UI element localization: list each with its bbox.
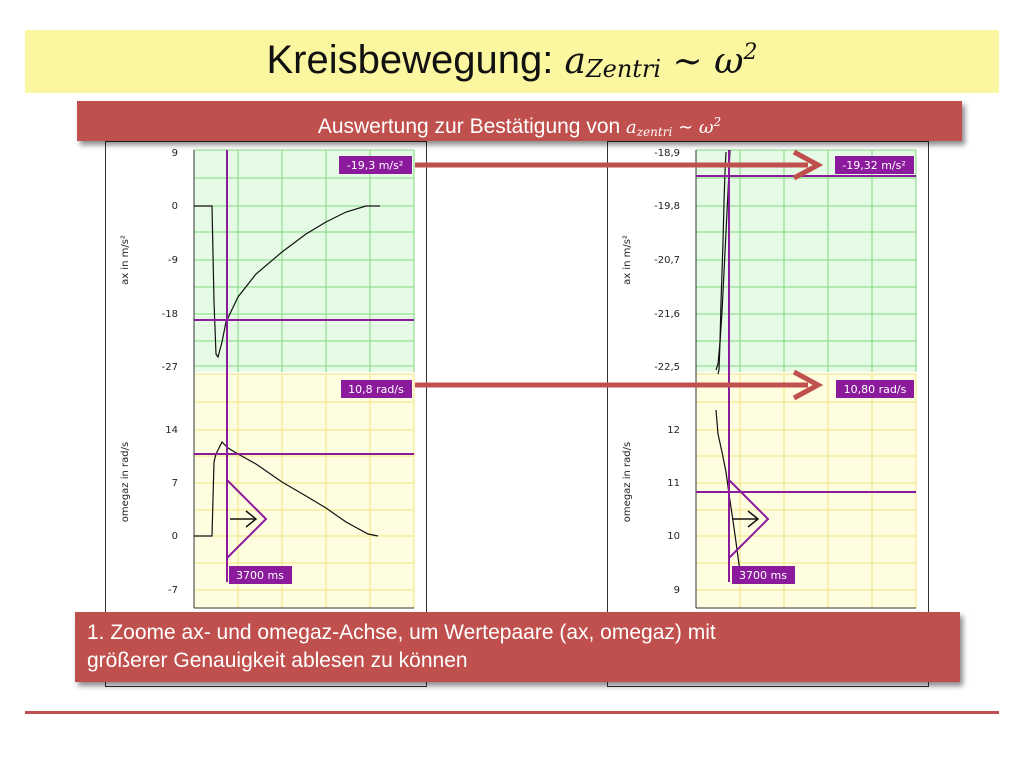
banner-math-sub: zentri <box>636 125 673 139</box>
title-formula <box>564 41 757 82</box>
omega-tick-label: 7 <box>171 478 178 489</box>
omega-tick-label: -7 <box>168 585 178 596</box>
ax-tick-label: 0 <box>171 201 178 212</box>
omega-tick-label: 9 <box>673 585 680 596</box>
ax-axis-label: ax in m/s² <box>622 235 633 285</box>
banner-math-sup: 2 <box>713 115 722 129</box>
omega-readout: 10,80 rad/s <box>843 383 907 396</box>
title-text: Kreisbewegung: <box>266 38 565 82</box>
title-bar <box>25 30 999 93</box>
time-readout: 3700 ms <box>236 569 284 582</box>
ax-readout: -19,32 m/s² <box>842 159 906 172</box>
title-math-a: a <box>564 41 586 82</box>
left-graph-svg <box>106 142 426 686</box>
omega-tick-label: 12 <box>667 425 680 436</box>
banner-math-omega: ω <box>698 117 714 138</box>
ax-tick-label: 9 <box>171 148 178 159</box>
ax-tick-label: -9 <box>168 255 178 266</box>
ax-tick-label: -19,8 <box>654 201 680 212</box>
banner-text: Auswertung zur Bestätigung von <box>317 115 627 138</box>
omega-tick-label: 11 <box>667 478 680 489</box>
ax-tick-label: -22,5 <box>654 362 680 373</box>
footer-divider <box>25 711 999 714</box>
instruction-banner <box>75 612 960 682</box>
ax-axis-label: ax in m/s² <box>120 235 131 285</box>
banner-math-sim: ∼ <box>672 117 699 138</box>
banner-formula <box>626 117 721 138</box>
omega-axis-label: omegaz in rad/s <box>120 441 131 523</box>
title-math-omega: ω <box>714 41 744 82</box>
time-readout: 3700 ms <box>739 569 787 582</box>
ax-tick-label: -21,6 <box>654 309 680 320</box>
title-math-sub: Zentri <box>585 55 662 83</box>
omega-tick-label: 0 <box>171 531 178 542</box>
omega-axis-label: omegaz in rad/s <box>622 441 633 523</box>
left-graph-panel <box>105 141 427 687</box>
slide-title <box>25 38 999 83</box>
omega-tick-label: 14 <box>165 425 178 436</box>
instruction-line-1: 1. Zoome ax- und omegaz-Achse, um Wertepaare (ax, omegaz) mit <box>87 621 716 644</box>
title-math-sup: 2 <box>743 40 758 65</box>
ax-tick-label: -18,9 <box>654 148 680 159</box>
right-graph-svg <box>608 142 928 686</box>
title-math-sim: ∼ <box>661 41 715 82</box>
subtitle-banner <box>77 101 962 141</box>
ax-tick-label: -20,7 <box>654 255 680 266</box>
omega-tick-label: 10 <box>667 531 680 542</box>
ax-tick-label: -18 <box>161 309 178 320</box>
right-graph-panel <box>607 141 929 687</box>
instruction-line-2: größerer Genauigkeit ablesen zu können <box>87 649 468 672</box>
omega-readout: 10,8 rad/s <box>348 383 404 396</box>
ax-tick-label: -27 <box>161 362 178 373</box>
ax-readout: -19,3 m/s² <box>346 159 404 172</box>
banner-math-a: a <box>626 117 637 138</box>
